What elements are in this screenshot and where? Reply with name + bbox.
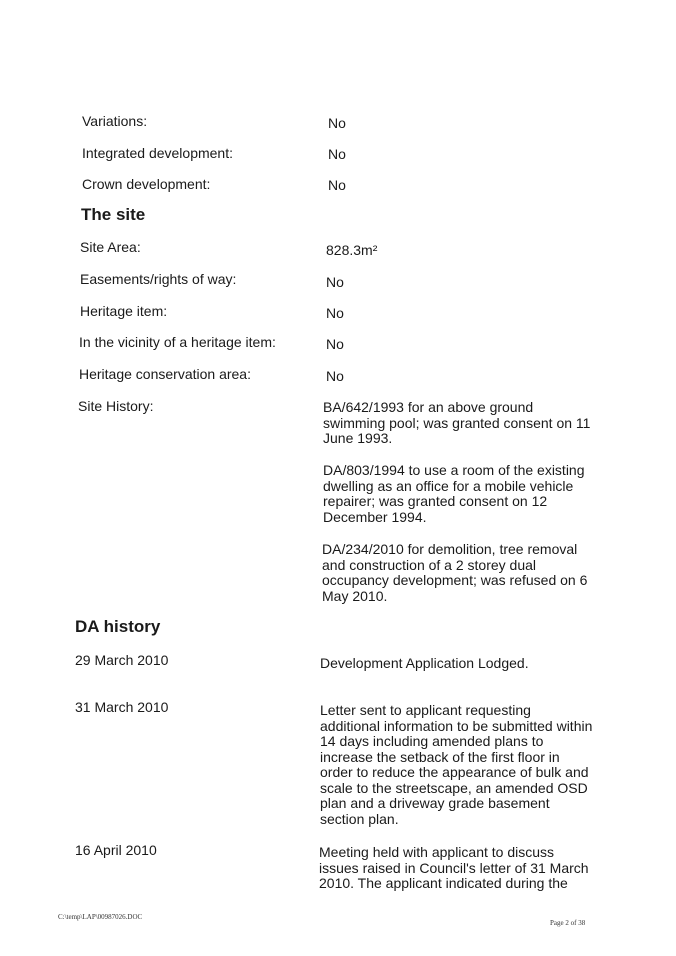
- footer-page-number: Page 2 of 38: [550, 919, 586, 927]
- variations-label: Variations:: [82, 113, 148, 129]
- history-line: BA/642/1993 for an above ground: [323, 399, 534, 415]
- description-line: plan and a driveway grade basement: [320, 795, 550, 811]
- heritage-conservation-value: No: [326, 368, 344, 384]
- history-line: and construction of a 2 storey dual: [322, 556, 537, 573]
- description-line: order to reduce the appearance of bulk and: [320, 764, 589, 780]
- history-line: DA/234/2010 for demolition, tree removal: [322, 541, 578, 557]
- description-line: scale to the streetscape, an amended OSD: [320, 779, 588, 796]
- history-line: December 1994.: [323, 508, 427, 525]
- integrated-development-label: Integrated development:: [82, 145, 233, 161]
- variations-value: No: [328, 115, 346, 131]
- description-line: issues raised in Council's letter of 31 March: [319, 859, 589, 876]
- site-heading: The site: [81, 205, 146, 224]
- history-line: dwelling as an office for a mobile vehicle: [323, 477, 574, 494]
- history-line: May 2010.: [322, 587, 388, 604]
- description-line: 2010. The applicant indicated during the: [319, 875, 568, 891]
- description-line: Development Application Lodged.: [320, 655, 529, 671]
- description-line: section plan.: [320, 810, 399, 827]
- history-line: DA/803/1994 to use a room of the existing: [323, 462, 585, 478]
- site-area-value: 828.3m²: [326, 242, 378, 258]
- description-line: additional information to be submitted within: [320, 717, 593, 734]
- history-line: swimming pool; was granted consent on 11: [323, 414, 591, 431]
- da-history-date: 29 March 2010: [75, 652, 169, 668]
- heritage-vicinity-label: In the vicinity of a heritage item:: [79, 334, 276, 350]
- integrated-development-value: No: [328, 146, 346, 162]
- heritage-item-label: Heritage item:: [80, 303, 168, 319]
- easements-value: No: [326, 274, 344, 290]
- site-history-label: Site History:: [78, 398, 154, 414]
- site-area-label: Site Area:: [80, 239, 141, 255]
- history-line: repairer; was granted consent on 12: [323, 493, 548, 509]
- heritage-conservation-label: Heritage conservation area:: [79, 366, 251, 382]
- heritage-item-value: No: [326, 305, 344, 321]
- da-history-date: 16 April 2010: [75, 842, 157, 858]
- easements-label: Easements/rights of way:: [80, 271, 237, 287]
- history-line: occupancy development; was refused on 6: [322, 572, 588, 588]
- site-history-entry: [323, 400, 591, 447]
- site-history-entry: [323, 463, 591, 525]
- da-history-description: [320, 702, 593, 827]
- da-history-date: 31 March 2010: [75, 699, 169, 715]
- site-history-entry: [322, 542, 590, 604]
- da-history-description: [320, 656, 588, 672]
- description-line: Letter sent to applicant requesting: [320, 702, 531, 718]
- description-line: increase the setback of the first floor in: [320, 748, 560, 765]
- da-history-description: [319, 845, 587, 892]
- da-history-heading: DA history: [75, 617, 161, 636]
- history-line: June 1993.: [323, 430, 393, 446]
- crown-development-value: No: [328, 177, 346, 193]
- heritage-vicinity-value: No: [326, 336, 344, 352]
- crown-development-label: Crown development:: [82, 176, 211, 192]
- description-line: Meeting held with applicant to discuss: [319, 844, 555, 860]
- description-line: 14 days including amended plans to: [320, 733, 544, 749]
- footer-file-path: C:\temp\LAP\00987026.DOC: [58, 913, 143, 921]
